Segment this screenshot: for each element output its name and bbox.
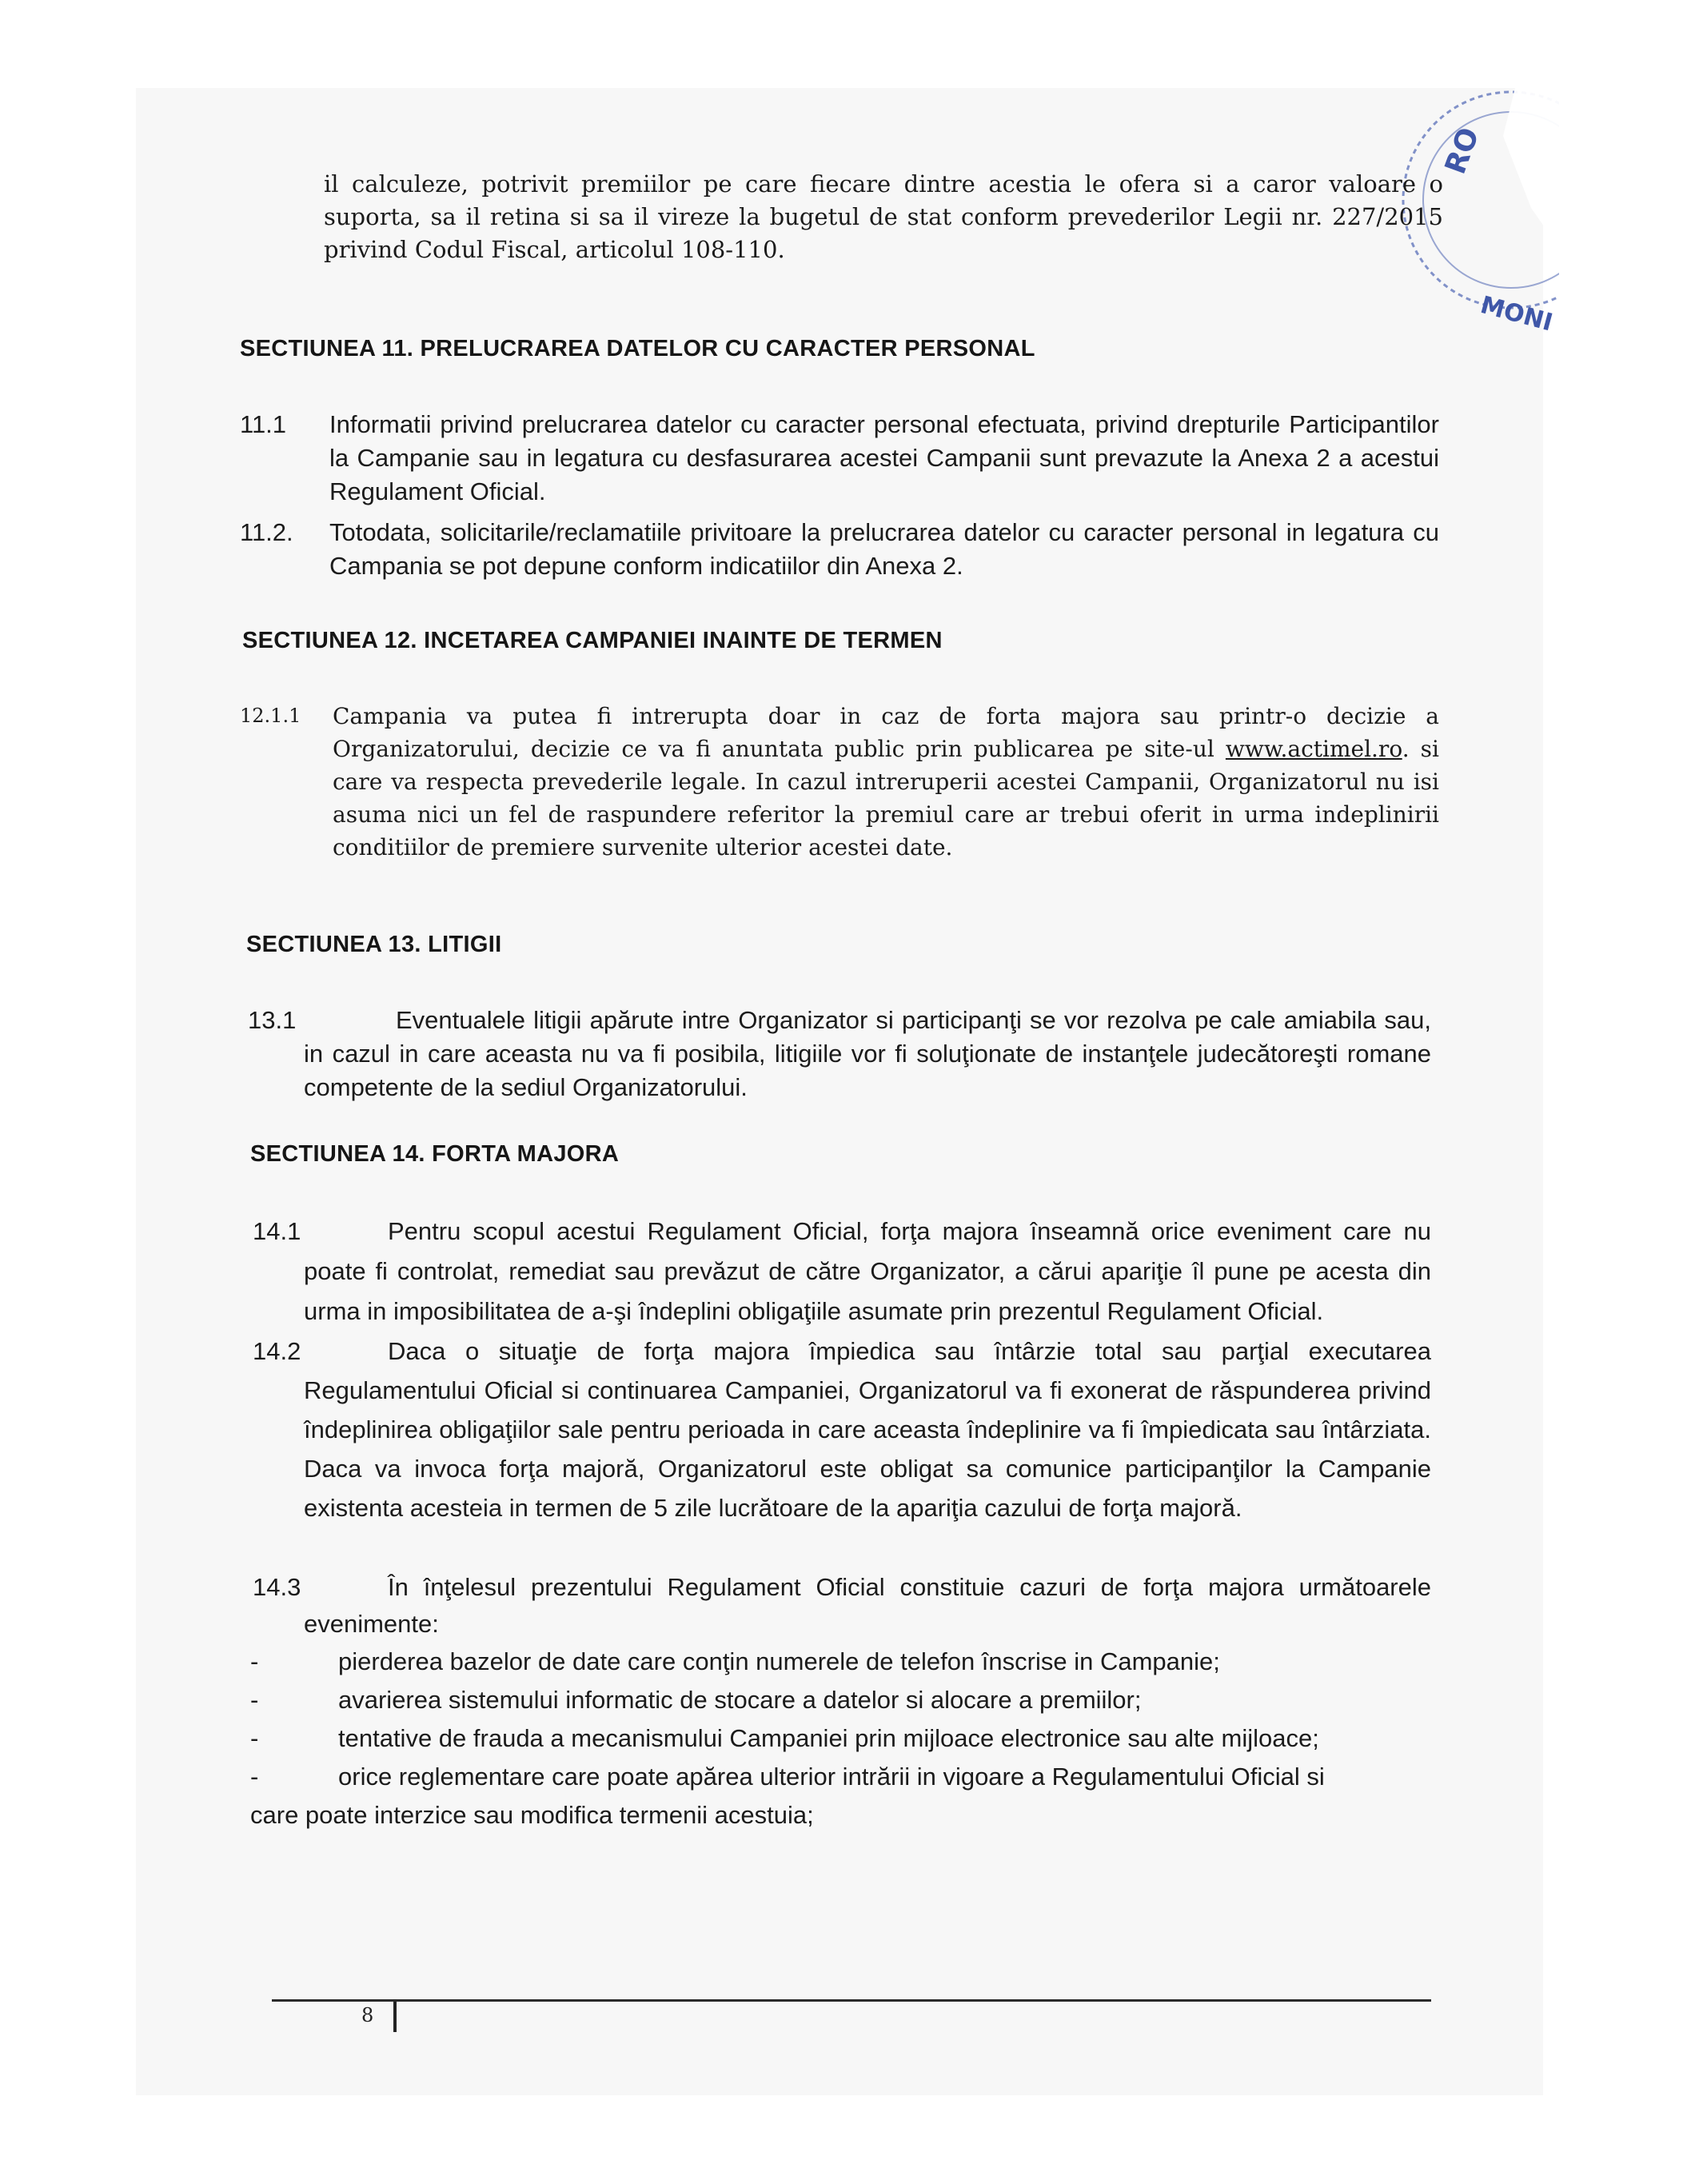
- list-item-text: pierderea bazelor de date care conţin numerele de telefon înscrise in Campanie;: [338, 1647, 1220, 1675]
- paragraph-number: 14.3: [253, 1573, 301, 1601]
- section-14-heading: SECTIUNEA 14. FORTA MAJORA: [250, 1141, 620, 1167]
- list-dash: -: [250, 1647, 259, 1675]
- paragraph-number: 14.1: [253, 1217, 301, 1245]
- paragraph-text: Daca o situaţie de forţa majora împiedica sau întârzie total sau parţial executarea Regulamentului Oficial si continuarea Campaniei, Organizatorul va fi exonerat de răspunderea privind îndeplinirea obligaţiilor sale pentru perioada in care aceasta îndeplinire va fi împiedicata sau întârziata. Daca va invoca forţa majoră, Organizatorul este obligat sa comunice participanţilor la Campanie existenta acesteia in termen de 5 zile lucrătoare de la apariţia cazului de forţa majoră.: [304, 1337, 1431, 1522]
- paragraph-13-1: [248, 1004, 1431, 1104]
- paragraph-text: Totodata, solicitarile/reclamatiile privitoare la prelucrarea datelor cu caracter personal in legatura cu Campania se pot depune conform indicatiilor din Anexa 2.: [329, 518, 1439, 580]
- stamp-text-top: RO: [1438, 123, 1486, 179]
- paragraph-text: Eventualele litigii apărute intre Organizator si participanţi se vor rezolva pe cale amiabila sau, in cazul in care aceasta nu va fi posibila, litigiile vor fi soluţionate de instanţele judecătoreşti romane competente de la sediul Organizatorului.: [304, 1006, 1431, 1101]
- website-link[interactable]: www.actimel.ro: [1225, 736, 1402, 762]
- paragraph-11-2: [240, 516, 1439, 583]
- list-dash: -: [250, 1724, 259, 1752]
- list-item-text: orice reglementare care poate apărea ulterior intrării in vigoare a Regulamentului Oficial si: [338, 1763, 1325, 1791]
- footer-separator: [393, 2002, 397, 2032]
- intro-paragraph: il calculeze, potrivit premiilor pe care fiecare dintre acestia le ofera si a caror valoare o suporta, sa il retina si sa il vireze la bugetul de stat conform prevederilor Legii nr. 227/2015 privind Codul Fiscal, articolul 108-110.: [324, 170, 1443, 263]
- list-item-text: tentative de frauda a mecanismului Campaniei prin mijloace electronice sau alte mijloace;: [338, 1724, 1319, 1752]
- section-11-heading: SECTIUNEA 11. PRELUCRAREA DATELOR CU CARACTER PERSONAL: [240, 336, 1035, 361]
- paragraph-text: În înţelesul prezentului Regulament Oficial constituie cazuri de forţa majora următoarele evenimente:: [304, 1573, 1431, 1638]
- paragraph-text-end: . si care va respecta prevederile legale. In cazul intreruperii acestei Campanii, Organizatorul nu isi asuma nici un fel de raspundere referitor la premiul care ar trebui oferit in urma indeplinirii conditiilor de premiere survenite ulterior acestei date.: [333, 736, 1439, 860]
- paragraph-text-start: Campania va putea fi intrerupta doar in caz de forta majora sau printr-o decizie a Organizatorului, decizie ce va fi anuntata public prin publicarea pe site-ul: [333, 703, 1439, 762]
- footer-rule: [272, 1999, 1431, 2002]
- paragraph-14-3: [253, 1569, 1431, 1643]
- paragraph-number: 14.2: [253, 1337, 301, 1365]
- paragraph-text: Pentru scopul acestui Regulament Oficial, forţa majora înseamnă orice eveniment care nu poate fi controlat, remediat sau prevăzut de către Organizator, a cărui apariţie îl pune pe acesta din urma in imposibilitatea de a-şi îndeplini obligaţiile asumate prin prezentul Regulament Oficial.: [304, 1217, 1431, 1325]
- list-item-continuation: [250, 1797, 814, 1834]
- paragraph-number: 12.1.1: [240, 705, 301, 727]
- page-number: 8: [361, 2004, 374, 2026]
- stamp-text-bottom: MONI: [1477, 290, 1556, 337]
- paragraph-11-1: [240, 408, 1439, 509]
- paragraph-14-2: [253, 1332, 1431, 1527]
- paragraph-number: 13.1: [248, 1006, 297, 1034]
- paragraph-12-1-1: [240, 700, 1439, 864]
- section-13-heading: SECTIUNEA 13. LITIGII: [246, 932, 502, 957]
- list-item-text: avarierea sistemului informatic de stocare a datelor si alocare a premiilor;: [338, 1686, 1142, 1714]
- paragraph-text: Informatii privind prelucrarea datelor cu caracter personal efectuata, privind drepturile Participantilor la Campanie sau in legatura cu desfasurarea acestei Campanii sunt prevazute la Anexa 2 a acestui Regulament Oficial.: [329, 410, 1439, 505]
- list-dash: -: [250, 1686, 259, 1714]
- list-item-text: care poate interzice sau modifica termenii acestuia;: [250, 1801, 814, 1829]
- list-dash: -: [250, 1763, 259, 1791]
- paragraph-14-1: [253, 1212, 1431, 1332]
- paragraph-number: 11.2.: [240, 518, 293, 546]
- paragraph-number: 11.1: [240, 410, 287, 438]
- section-12-heading: SECTIUNEA 12. INCETAREA CAMPANIEI INAINTE DE TERMEN: [242, 628, 943, 653]
